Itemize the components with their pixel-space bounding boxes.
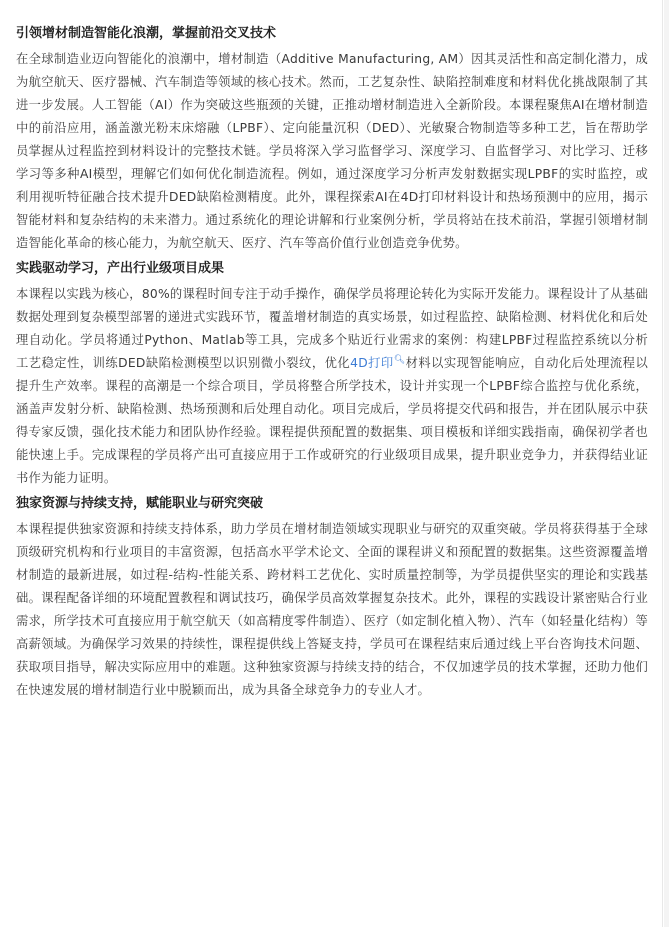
practice-body-part-1: 本课程以实践为核心，80%的课程时间专注于动手操作，确保学员将理论转化为实际开发能力。课程设计了从基础数据处理到复杂模型部署的递进式实践环节，覆盖增材制造的真实场景，如过程监控、缺陷检测、材料优化和后处理自动化。学员将通过Python、Matlab等工具，完成多个贴近行业需求的案例：构建LPBF过程监控系统以分析工艺稳定性，训练DED缺陷检测模型以识别微小裂纹，优化	[16, 287, 648, 370]
scrollbar-track[interactable]	[664, 0, 669, 927]
section-heading-intelligent-am: 引领增材制造智能化浪潮，掌握前沿交叉技术	[16, 26, 277, 41]
section-heading-exclusive-resources: 独家资源与持续支持，赋能职业与研究突破	[16, 496, 264, 511]
practice-body-part-2: 材料以实现智能响应，自动化后处理流程以提升生产效率。课程的高潮是一个综合项目，学员将整合所学技术，设计并实现一个LPBF综合监控与优化系统，涵盖声发射分析、缺陷检测、热场预测和后处理自动化。项目完成后，学员将提交代码和报告，并在团队展示中获得专家反馈，强化技术能力和团队协作经验。课程提供预配置的数据集、项目模板和详细实践指南，确保初学者也能快速上手。完成课程的学员将产出可直接应用于工作或研究的行业级项目成果，提升职业竞争力，并获得结业证书作为能力证明。	[16, 356, 648, 485]
section-heading-practice-driven: 实践驱动学习，产出行业级项目成果	[16, 261, 225, 276]
section-body-exclusive-resources: 本课程提供独家资源和持续支持体系，助力学员在增材制造领域实现职业与研究的双重突破。学员将获得基于全球顶级研究机构和行业项目的丰富资源，包括高水平学术论文、全面的课程讲义和预配置的数据集。这些资源覆盖增材制造的最新进展，如过程-结构-性能关系、跨材料工艺优化、实时质量控制等，为学员提供坚实的理论和实践基础。课程配备详细的环境配置教程和调试技巧，确保学员高效掌握复杂技术。此外，课程的实践设计紧密贴合行业需求，所学技术可直接应用于航空航天（如高精度零件制造）、医疗（如定制化植入物）、汽车（如轻量化结构）等高薪领域。为确保学习效果的持续性，课程提供线上答疑支持，学员可在课程结束后通过线上平台咨询技术问题、获取项目指导，解决实际应用中的难题。这种独家资源与持续支持的结合，不仅加速学员的技术掌握，还助力他们在快速发展的增材制造行业中脱颖而出，成为具备全球竞争力的专业人才。	[16, 522, 648, 697]
section-body-intelligent-am: 在全球制造业迈向智能化的浪潮中，增材制造（Additive Manufacturing, AM）因其灵活性和高定制化潜力，成为航空航天、医疗器械、汽车制造等领域的核心技术。然而，工艺复杂性、缺陷控制难度和材料优化挑战限制了其进一步发展。人工智能（AI）作为突破这些瓶颈的关键，正推动增材制造进入全新阶段。本课程聚焦AI在增材制造中的前沿应用，涵盖激光粉末床熔融（LPBF）、定向能量沉积（DED）、光敏聚合物制造等多种工艺，旨在帮助学员掌握从过程监控到材料设计的完整技术链。学员将深入学习监督学习、深度学习、自监督学习、对比学习、迁移学习等多种AI模型，理解它们如何优化制造流程。例如，通过深度学习分析声发射数据实现LPBF的实时监控，或利用视听特征融合技术提升DED缺陷检测精度。此外，课程探索AI在4D打印材料设计和热场预测中的应用，揭示智能材料和复杂结构的未来潜力。通过系统化的理论讲解和行业案例分析，学员将站在技术前沿，掌握引领增材制造智能化革命的核心能力，为航空航天、医疗、汽车等高价值行业创造竞争优势。	[16, 52, 648, 250]
section-body-practice-driven	[16, 283, 648, 490]
search-icon[interactable]: 🔍︎	[393, 354, 406, 365]
4d-printing-link[interactable]	[350, 356, 405, 370]
4d-printing-link-label[interactable]: 4D打印	[350, 356, 394, 370]
article-content	[16, 22, 648, 704]
